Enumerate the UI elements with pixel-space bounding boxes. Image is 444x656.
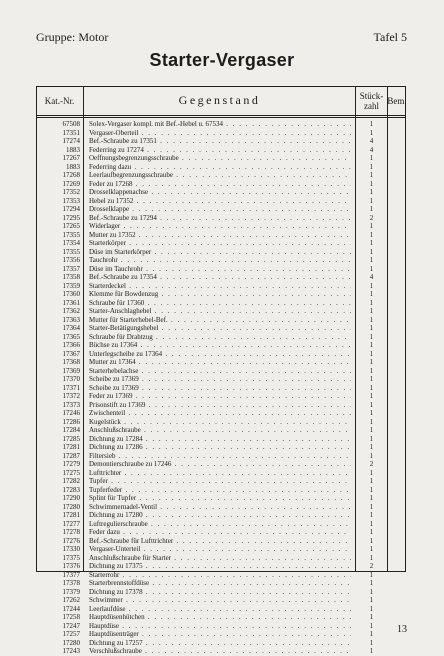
cell-gegenstand: Splint für Tupfer . . .: [89, 494, 351, 503]
cell-gegenstand: Feder zu 17268 . . .: [89, 180, 351, 189]
cell-kat-nr: 17281: [62, 443, 80, 451]
cell-stueckzahl: 1: [369, 638, 374, 647]
cell-gegenstand: Klemme für Bowdenzug . . .: [89, 290, 351, 299]
cell-stueckzahl: 1: [369, 128, 374, 137]
cell-gegenstand: Feder dazu . . .: [89, 528, 351, 537]
page-title: Starter-Vergaser: [149, 50, 295, 70]
cell-stueckzahl: 1: [369, 154, 374, 162]
table-row: [36, 307, 406, 316]
cell-kat-nr: 17246: [62, 409, 80, 417]
table-row: [36, 197, 406, 206]
table-row: [36, 605, 406, 614]
cell-gegenstand: Lufttrichter . . .: [89, 469, 351, 478]
table-row: [36, 477, 406, 486]
cell-stueckzahl: 1: [369, 171, 374, 179]
table-row: [36, 290, 406, 299]
cell-kat-nr: 17371: [62, 383, 80, 392]
cell-gegenstand: Mutter für Starterhebel-Bef. . . .: [89, 316, 351, 325]
cell-stueckzahl: 1: [369, 553, 374, 562]
cell-stueckzahl: 1: [369, 205, 374, 213]
table-row: [36, 188, 406, 197]
cell-kat-nr: 17364: [62, 324, 80, 332]
cell-gegenstand: Tauchrohr . . .: [89, 256, 351, 265]
cell-stueckzahl: 4: [369, 145, 374, 154]
cell-kat-nr: 17330: [62, 545, 80, 553]
cell-kat-nr: 17363: [62, 315, 80, 324]
cell-stueckzahl: 2: [369, 460, 374, 468]
cell-kat-nr: 17353: [62, 196, 80, 205]
cell-kat-nr: 17372: [62, 392, 80, 400]
table-row: [36, 401, 406, 410]
cell-stueckzahl: 1: [369, 545, 374, 553]
cell-kat-nr: 17356: [62, 256, 80, 264]
cell-stueckzahl: 1: [369, 443, 374, 451]
cell-kat-nr: 17258: [62, 613, 80, 621]
cell-kat-nr: 17352: [62, 188, 80, 196]
header-bottom-rule-double: [36, 117, 406, 118]
cell-kat-nr: 17295: [62, 213, 80, 222]
parts-rows: [36, 120, 406, 656]
cell-stueckzahl: 1: [369, 290, 374, 298]
cell-kat-nr: 17278: [62, 528, 80, 536]
cell-gegenstand: Dichtung zu 17284 . . .: [89, 435, 351, 444]
cell-gegenstand: Scheibe zu 17369 . . .: [89, 384, 351, 393]
cell-kat-nr: 17280: [62, 502, 80, 511]
cell-gegenstand: Drosselklappenachse . . .: [89, 188, 351, 197]
cell-kat-nr: 17294: [62, 205, 80, 213]
cell-gegenstand: Anschlußschraube . . .: [89, 426, 351, 435]
cell-gegenstand: Leerlaufdüse . . .: [89, 605, 351, 614]
column-header-kat-nr: Kat.-Nr.: [44, 95, 75, 106]
table-row: [36, 486, 406, 495]
cell-gegenstand: Starterdeckel . . .: [89, 282, 351, 291]
cell-stueckzahl: 1: [369, 621, 374, 630]
cell-stueckzahl: 2: [369, 562, 374, 570]
cell-stueckzahl: 2: [369, 213, 374, 222]
cell-gegenstand: Bef.-Schraube zu 17354 . . .: [89, 273, 351, 282]
page-number: 13: [397, 624, 407, 635]
cell-stueckzahl: 1: [369, 264, 374, 273]
cell-stueckzahl: 1: [369, 528, 374, 536]
cell-stueckzahl: 1: [369, 281, 374, 290]
cell-gegenstand: Büchse zu 17364 . . .: [89, 341, 351, 350]
table-row: [36, 146, 406, 155]
cell-kat-nr: 17247: [62, 621, 80, 630]
cell-stueckzahl: 1: [369, 298, 374, 307]
cell-gegenstand: Düse im Starterkörper . . .: [89, 248, 351, 257]
table-row: [36, 511, 406, 520]
table-row: [36, 579, 406, 588]
cell-gegenstand: Feder zu 17369 . . .: [89, 392, 351, 401]
cell-stueckzahl: 1: [369, 315, 374, 324]
cell-gegenstand: Starterkörper . . .: [89, 239, 351, 248]
table-row: [36, 622, 406, 631]
cell-gegenstand: Starter-Anschlaghebel . . .: [89, 307, 351, 316]
cell-kat-nr: 17285: [62, 434, 80, 443]
cell-kat-nr: 1883: [66, 145, 80, 154]
cell-gegenstand: Vergaser-Oberteil . . .: [89, 129, 351, 138]
cell-stueckzahl: 1: [369, 179, 374, 188]
cell-kat-nr: 17361: [62, 298, 80, 307]
cell-kat-nr: 17279: [62, 460, 80, 468]
cell-gegenstand: Schraube für Drahtzug . . .: [89, 333, 351, 342]
cell-kat-nr: 17355: [62, 230, 80, 239]
cell-stueckzahl: 1: [369, 604, 374, 613]
cell-stueckzahl: 1: [369, 307, 374, 315]
cell-kat-nr: 17358: [62, 273, 80, 281]
cell-stueckzahl: 1: [369, 349, 374, 358]
cell-gegenstand: Zwischenteil . . .: [89, 409, 351, 418]
table-row: [36, 596, 406, 605]
table-row: [36, 129, 406, 138]
table-row: [36, 273, 406, 282]
cell-kat-nr: 17366: [62, 341, 80, 349]
cell-kat-nr: 17370: [62, 375, 80, 383]
table-row: [36, 392, 406, 401]
cell-gegenstand: Starter-Betätigungshebel . . .: [89, 324, 351, 333]
table-row: [36, 545, 406, 554]
cell-stueckzahl: 1: [369, 409, 374, 417]
cell-kat-nr: 17368: [62, 358, 80, 366]
cell-kat-nr: 17286: [62, 417, 80, 426]
group-label: Gruppe: Motor: [36, 30, 109, 44]
cell-kat-nr: 17275: [62, 468, 80, 477]
cell-gegenstand: Tupferfeder . . .: [89, 486, 351, 495]
table-row: [36, 494, 406, 503]
cell-gegenstand: Dichtung zu 17375 . . .: [89, 562, 351, 571]
table-row: [36, 647, 406, 656]
table-row: [36, 154, 406, 163]
cell-gegenstand: Drosselklappe . . .: [89, 205, 351, 214]
cell-stueckzahl: 1: [369, 188, 374, 196]
table-row: [36, 630, 406, 639]
cell-gegenstand: Dichtung zu 17286 . . .: [89, 443, 351, 452]
cell-kat-nr: 17354: [62, 239, 80, 247]
cell-stueckzahl: 1: [369, 647, 374, 655]
cell-gegenstand: Starterrohr . . .: [89, 571, 351, 580]
cell-gegenstand: Scheibe zu 17369 . . .: [89, 375, 351, 384]
cell-kat-nr: 17257: [62, 630, 80, 638]
cell-kat-nr: 17351: [62, 128, 80, 137]
cell-gegenstand: Federring dazu . . .: [89, 163, 351, 172]
table-row: [36, 528, 406, 537]
plate-label: Tafel 5: [373, 30, 407, 44]
cell-gegenstand: Verschlußschraube . . .: [89, 647, 351, 656]
cell-kat-nr: 17276: [62, 536, 80, 545]
column-header-stueckzahl-line2: zahl: [364, 100, 379, 111]
table-row: [36, 316, 406, 325]
table-row: [36, 460, 406, 469]
cell-gegenstand: Schwimmernadel-Ventil . . .: [89, 503, 351, 512]
cell-stueckzahl: 1: [369, 596, 374, 604]
cell-stueckzahl: 1: [369, 196, 374, 205]
cell-kat-nr: 67508: [62, 120, 80, 128]
table-row: [36, 426, 406, 435]
cell-stueckzahl: 1: [369, 494, 374, 502]
cell-stueckzahl: 1: [369, 511, 374, 519]
table-row: [36, 409, 406, 418]
cell-kat-nr: 17262: [62, 596, 80, 604]
cell-stueckzahl: 1: [369, 230, 374, 239]
table-row: [36, 137, 406, 146]
table-row: [36, 588, 406, 597]
table-row: [36, 248, 406, 257]
cell-kat-nr: 17379: [62, 587, 80, 596]
cell-stueckzahl: 1: [369, 324, 374, 332]
cell-gegenstand: Filtersieb . . .: [89, 452, 351, 461]
cell-gegenstand: Bef.-Schraube zu 17351 . . .: [89, 137, 351, 146]
cell-stueckzahl: 1: [369, 332, 374, 341]
cell-gegenstand: Anschlußschraube für Starter . . .: [89, 554, 351, 563]
cell-gegenstand: Starterhebelachse . . .: [89, 367, 351, 376]
cell-gegenstand: Bef.-Schraube zu 17294 . . .: [89, 214, 351, 223]
table-row: [36, 367, 406, 376]
cell-stueckzahl: 1: [369, 366, 374, 375]
cell-stueckzahl: 1: [369, 426, 374, 434]
cell-kat-nr: 17268: [62, 171, 80, 179]
cell-gegenstand: Widerlager . . .: [89, 222, 351, 231]
cell-stueckzahl: 1: [369, 375, 374, 383]
cell-kat-nr: 17281: [62, 511, 80, 519]
table-row: [36, 375, 406, 384]
cell-stueckzahl: 1: [369, 451, 374, 460]
cell-stueckzahl: 1: [369, 383, 374, 392]
cell-gegenstand: Demontierschraube zu 17246 . . .: [89, 460, 351, 469]
table-row: [36, 171, 406, 180]
table-row: [36, 435, 406, 444]
cell-stueckzahl: 1: [369, 434, 374, 443]
cell-kat-nr: 17369: [62, 366, 80, 375]
column-header-stueckzahl: [356, 87, 387, 114]
header-bottom-rule: [36, 115, 406, 116]
cell-stueckzahl: 1: [369, 536, 374, 545]
cell-kat-nr: 17284: [62, 426, 80, 434]
cell-kat-nr: 17265: [62, 222, 80, 230]
cell-kat-nr: 17357: [62, 264, 80, 273]
table-row: [36, 265, 406, 274]
cell-kat-nr: 17376: [62, 562, 80, 570]
cell-stueckzahl: 1: [369, 256, 374, 264]
table-row: [36, 554, 406, 563]
cell-stueckzahl: 1: [369, 417, 374, 426]
cell-stueckzahl: 1: [369, 222, 374, 230]
cell-gegenstand: Hauptdüsenhütchen . . .: [89, 613, 351, 622]
table-row: [36, 239, 406, 248]
cell-kat-nr: 17362: [62, 307, 80, 315]
cell-gegenstand: Mutter zu 17352 . . .: [89, 231, 351, 240]
cell-stueckzahl: 1: [369, 247, 374, 256]
table-row: [36, 214, 406, 223]
table-row: [36, 205, 406, 214]
cell-gegenstand: Unterlegscheibe zu 17364 . . .: [89, 350, 351, 359]
cell-gegenstand: Hebel zu 17352 . . .: [89, 197, 351, 206]
cell-kat-nr: 17277: [62, 519, 80, 528]
cell-stueckzahl: 1: [369, 120, 374, 128]
table-row: [36, 452, 406, 461]
table-row: [36, 358, 406, 367]
cell-kat-nr: 17267: [62, 154, 80, 162]
cell-kat-nr: 17378: [62, 579, 80, 587]
cell-stueckzahl: 1: [369, 485, 374, 494]
table-row: [36, 503, 406, 512]
column-header-bemerkung: Bem.: [387, 95, 407, 106]
cell-gegenstand: Solex-Vergaser kompl. mit Bef.-Hebel u. 67534 . . .: [89, 120, 351, 129]
cell-gegenstand: Prisonstift zu 17369 . . .: [89, 401, 351, 410]
cell-stueckzahl: 1: [369, 162, 374, 171]
table-row: [36, 282, 406, 291]
cell-kat-nr: 1883: [66, 162, 80, 171]
cell-stueckzahl: 1: [369, 239, 374, 247]
cell-stueckzahl: 1: [369, 587, 374, 596]
table-row: [36, 571, 406, 580]
cell-kat-nr: 17290: [62, 494, 80, 502]
cell-kat-nr: 17283: [62, 485, 80, 494]
cell-kat-nr: 17360: [62, 290, 80, 298]
table-row: [36, 613, 406, 622]
cell-gegenstand: Leerlaufbegrenzungsschraube . . .: [89, 171, 351, 180]
cell-gegenstand: Vergaser-Unterteil . . .: [89, 545, 351, 554]
cell-kat-nr: 17375: [62, 553, 80, 562]
cell-gegenstand: Schwimmer . . .: [89, 596, 351, 605]
cell-gegenstand: Bef.-Schraube für Lufttrichter . . .: [89, 537, 351, 546]
cell-gegenstand: Oeffnungsbegrenzungsschraube . . .: [89, 154, 351, 163]
cell-gegenstand: Starterbrennstoffdüse . . .: [89, 579, 351, 588]
cell-kat-nr: 17243: [62, 647, 80, 655]
cell-stueckzahl: 1: [369, 400, 374, 409]
table-row: [36, 299, 406, 308]
cell-stueckzahl: 4: [369, 273, 374, 281]
cell-gegenstand: Kugelstück . . .: [89, 418, 351, 427]
column-header-gegenstand: Gegenstand: [178, 93, 261, 107]
cell-kat-nr: 17274: [62, 137, 80, 145]
cell-stueckzahl: 1: [369, 502, 374, 511]
table-row: [36, 384, 406, 393]
cell-kat-nr: 17373: [62, 400, 80, 409]
cell-stueckzahl: 1: [369, 341, 374, 349]
cell-kat-nr: 17280: [62, 638, 80, 647]
cell-kat-nr: 17359: [62, 281, 80, 290]
cell-stueckzahl: 4: [369, 137, 374, 145]
table-row: [36, 120, 406, 129]
cell-gegenstand: Hauptdüsenträger . . .: [89, 630, 351, 639]
cell-stueckzahl: 1: [369, 358, 374, 366]
table-row: [36, 333, 406, 342]
cell-stueckzahl: 1: [369, 477, 374, 485]
table-row: [36, 562, 406, 571]
table-row: [36, 469, 406, 478]
cell-stueckzahl: 1: [369, 579, 374, 587]
cell-gegenstand: Dichtung zu 17280 . . .: [89, 511, 351, 520]
table-row: [36, 443, 406, 452]
cell-gegenstand: Tupfer . . .: [89, 477, 351, 486]
table-row: [36, 324, 406, 333]
cell-kat-nr: 17365: [62, 332, 80, 341]
cell-stueckzahl: 1: [369, 613, 374, 621]
cell-stueckzahl: 1: [369, 570, 374, 579]
table-row: [36, 222, 406, 231]
cell-kat-nr: 17355: [62, 247, 80, 256]
cell-gegenstand: Mutter zu 17364 . . .: [89, 358, 351, 367]
cell-kat-nr: 17282: [62, 477, 80, 485]
cell-gegenstand: Schraube für 17360 . . .: [89, 299, 351, 308]
cell-kat-nr: 17244: [62, 604, 80, 613]
table-row: [36, 537, 406, 546]
cell-gegenstand: Hauptdüse . . .: [89, 622, 351, 631]
table-row: [36, 163, 406, 172]
column-header-stueckzahl-line1: Stück-: [359, 90, 384, 101]
table-row: [36, 341, 406, 350]
cell-gegenstand: Dichtung zu 17378 . . .: [89, 588, 351, 597]
cell-kat-nr: 17377: [62, 570, 80, 579]
cell-gegenstand: Düse im Tauchrohr . . .: [89, 265, 351, 274]
cell-kat-nr: 17367: [62, 349, 80, 358]
table-row: [36, 231, 406, 240]
cell-kat-nr: 17287: [62, 451, 80, 460]
cell-stueckzahl: 1: [369, 468, 374, 477]
table-row: [36, 520, 406, 529]
table-row: [36, 418, 406, 427]
cell-stueckzahl: 1: [369, 519, 374, 528]
cell-gegenstand: Federring zu 17274 . . .: [89, 146, 351, 155]
cell-gegenstand: Dichtung zu 17257 . . .: [89, 639, 351, 648]
cell-gegenstand: Luftregulierschraube . . .: [89, 520, 351, 529]
table-row: [36, 180, 406, 189]
cell-stueckzahl: 1: [369, 392, 374, 400]
table-row: [36, 256, 406, 265]
cell-kat-nr: 17269: [62, 179, 80, 188]
cell-stueckzahl: 1: [369, 630, 374, 638]
table-row: [36, 350, 406, 359]
